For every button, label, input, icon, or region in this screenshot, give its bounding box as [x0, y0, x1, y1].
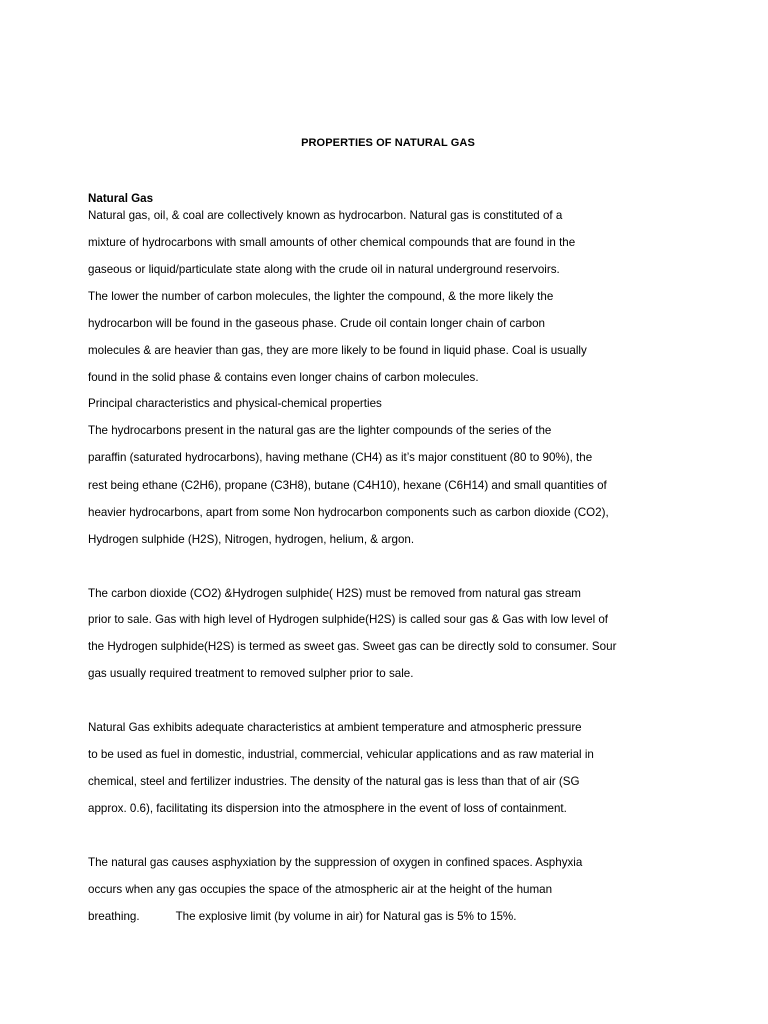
- text-line: the Hydrogen sulphide(H2S) is termed as sweet gas. Sweet gas can be directly sold to consumer. Sour: [88, 640, 617, 653]
- text-line: The carbon dioxide (CO2) &Hydrogen sulphide( H2S) must be removed from natural gas stream: [88, 587, 581, 600]
- text-line-last: [88, 910, 516, 924]
- text-line: rest being ethane (C2H6), propane (C3H8), butane (C4H10), hexane (C6H14) and small quantities of: [88, 479, 607, 492]
- text-line: Principal characteristics and physical-chemical properties: [88, 397, 382, 410]
- text-line: Natural Gas exhibits adequate characteristics at ambient temperature and atmospheric pressure: [88, 721, 582, 734]
- text-line: approx. 0.6), facilitating its dispersion into the atmosphere in the event of loss of containment.: [88, 802, 567, 815]
- text-line: chemical, steel and fertilizer industries. The density of the natural gas is less than that of air (SG: [88, 775, 580, 788]
- text-segment: breathing.: [88, 910, 140, 923]
- text-line: mixture of hydrocarbons with small amounts of other chemical compounds that are found in the: [88, 236, 576, 249]
- text-line: paraffin (saturated hydrocarbons), having methane (CH4) as it’s major constituent (80 to 90%), the: [88, 451, 593, 464]
- text-line: hydrocarbon will be found in the gaseous phase. Crude oil contain longer chain of carbon: [88, 317, 545, 330]
- text-line: The lower the number of carbon molecules, the lighter the compound, & the more likely the: [88, 290, 554, 303]
- text-line: to be used as fuel in domestic, industrial, commercial, vehicular applications and as raw material in: [88, 748, 594, 761]
- text-line: The natural gas causes asphyxiation by the suppression of oxygen in confined spaces. Asphyxia: [88, 856, 583, 869]
- text-line: Hydrogen sulphide (H2S), Nitrogen, hydrogen, helium, & argon.: [88, 533, 415, 546]
- text-line: prior to sale. Gas with high level of Hydrogen sulphide(H2S) is called sour gas & Gas with low level of: [88, 613, 609, 626]
- text-segment: The explosive limit (by volume in air) for Natural gas is 5% to 15%.: [175, 910, 517, 923]
- text-line: gas usually required treatment to removed sulpher prior to sale.: [88, 667, 414, 680]
- text-line: occurs when any gas occupies the space of the atmospheric air at the height of the human: [88, 883, 553, 896]
- section-heading: Natural Gas: [88, 192, 154, 205]
- text-line: The hydrocarbons present in the natural gas are the lighter compounds of the series of the: [88, 424, 552, 437]
- page-title: PROPERTIES OF NATURAL GAS: [301, 137, 475, 149]
- text-line: heavier hydrocarbons, apart from some Non hydrocarbon components such as carbon dioxide (CO2),: [88, 506, 609, 519]
- text-line: molecules & are heavier than gas, they are more likely to be found in liquid phase. Coal is usually: [88, 344, 587, 357]
- text-line: found in the solid phase & contains even longer chains of carbon molecules.: [88, 371, 479, 384]
- text-line: Natural gas, oil, & coal are collectively known as hydrocarbon. Natural gas is constituted of a: [88, 209, 563, 222]
- text-line: gaseous or liquid/particulate state along with the crude oil in natural underground reservoirs.: [88, 263, 560, 276]
